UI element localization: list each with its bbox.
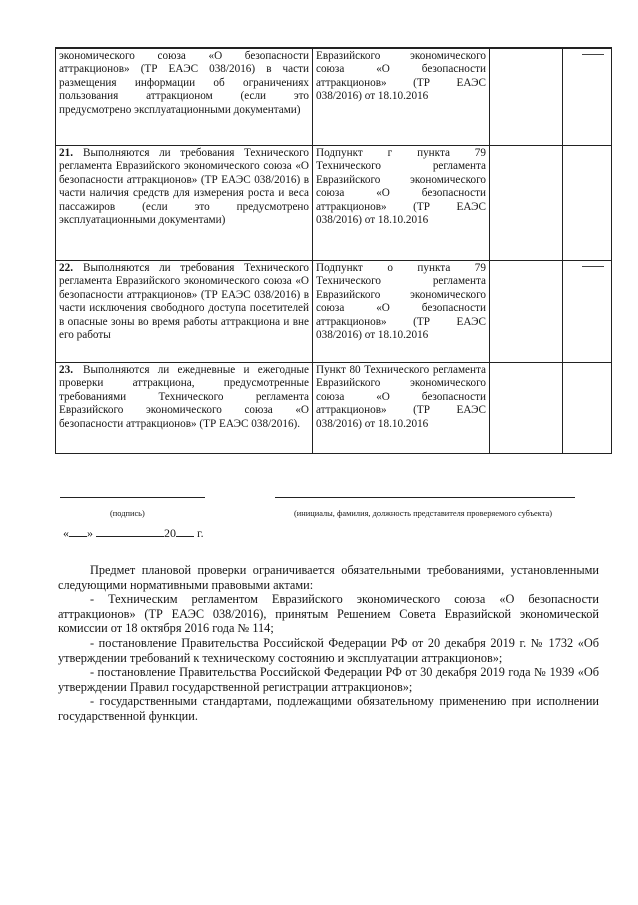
inspection-scope-text: [58, 563, 599, 724]
answer-cell: [490, 363, 563, 454]
question-text: экономического союза «О безопасности аттракционов» (ТР ЕАЭС 038/2016) в части размещения информации об ограничениях пользования аттракционом (если это предусмотрено эксплуатационными документами): [59, 50, 309, 116]
legal-basis-text: Подпункт о пункта 79 Технического регламента Евразийского экономического союза «О безопасности аттракционов» (ТР ЕАЭС 038/2016) от 18.10.2016: [316, 262, 486, 342]
legal-basis-cell: [313, 48, 490, 146]
answer-cell: [490, 261, 563, 363]
year-prefix: 20: [164, 526, 176, 540]
table-row: [56, 146, 612, 261]
table-row: [56, 48, 612, 146]
name-line: [275, 497, 575, 498]
answer-cell: [490, 48, 563, 146]
question-number: 23.: [59, 364, 73, 376]
note-cell: [563, 261, 612, 363]
paragraph: - Техническим регламентом Евразийского экономического союза «О безопасности аттракционов» (ТР ЕАЭС 038/2016), принятым Решением Совета Евразийской экономической комиссии от 18 октября 2016 года № 114;: [58, 592, 599, 636]
note-cell: [563, 146, 612, 261]
day-blank: [69, 525, 87, 537]
signature-caption: (подпись): [110, 509, 145, 518]
legal-basis-cell: [313, 146, 490, 261]
name-caption: (инициалы, фамилия, должность представителя проверяемого субъекта): [294, 509, 552, 518]
note-cell: [563, 48, 612, 146]
checklist-table: [55, 47, 612, 454]
question-cell: [56, 48, 313, 146]
legal-basis-text: Пункт 80 Технического регламента Евразийского экономического союза «О безопасности аттракционов» (ТР ЕАЭС 038/2016) от 18.10.2016: [316, 364, 486, 430]
question-number: 22.: [59, 262, 73, 274]
margin-mark: [582, 54, 604, 55]
note-cell: [563, 363, 612, 454]
paragraph: - государственными стандартами, подлежащими обязательному применению при исполнении государственной функции.: [58, 694, 599, 723]
table-row: [56, 363, 612, 454]
paragraph: - постановление Правительства Российской Федерации РФ от 20 декабря 2019 г. № 1732 «Об утверждении требований к техническому состоянию и эксплуатации аттракционов»;: [58, 635, 599, 665]
year-suffix: г.: [197, 526, 204, 540]
legal-basis-text: Евразийского экономического союза «О безопасности аттракционов» (ТР ЕАЭС 038/2016) от 18.10.2016: [316, 50, 486, 103]
question-number: 21.: [59, 147, 73, 159]
date-quote-open: «: [63, 526, 69, 540]
question-text: Выполняются ли требования Технического регламента Евразийского экономического союза «О безопасности аттракционов» (ТР ЕАЭС 038/2016) в части наличия средств для измерения роста и веса пассажиров (если это предусмотрено эксплуатационными документами): [59, 147, 309, 227]
year-blank: [176, 525, 194, 537]
date-field: [63, 525, 204, 541]
legal-basis-cell: [313, 261, 490, 363]
table-row: [56, 261, 612, 363]
question-cell: [56, 261, 313, 363]
month-blank: [96, 525, 164, 537]
question-text: Выполняются ли ежедневные и ежегодные проверки аттракциона, предусмотренные требованиями Технического регламента Евразийского экономического союза «О безопасности аттракционов» (ТР ЕАЭС 038/2016).: [59, 364, 309, 430]
paragraph: Предмет плановой проверки ограничивается обязательными требованиями, установленными следующими нормативными правовыми актами:: [58, 563, 599, 592]
signature-line: [60, 497, 205, 498]
question-text: Выполняются ли требования Технического регламента Евразийского экономического союза «О безопасности аттракционов» (ТР ЕАЭС 038/2016) в части исключения свободного доступа посетителей в опасные зоны во время работы аттракциона и вне его работы: [59, 262, 309, 342]
margin-mark: [582, 266, 604, 267]
legal-basis-cell: [313, 363, 490, 454]
date-quote-close: »: [87, 526, 93, 540]
legal-basis-text: Подпункт г пункта 79 Технического регламента Евразийского экономического союза «О безопасности аттракционов» (ТР ЕАЭС 038/2016) от 18.10.2016: [316, 147, 486, 227]
paragraph: - постановление Правительства Российской Федерации РФ от 30 декабря 2019 года № 1939 «Об утверждении Правил государственной регистрации аттракционов»;: [58, 665, 599, 694]
answer-cell: [490, 146, 563, 261]
question-cell: [56, 146, 313, 261]
question-cell: [56, 363, 313, 454]
